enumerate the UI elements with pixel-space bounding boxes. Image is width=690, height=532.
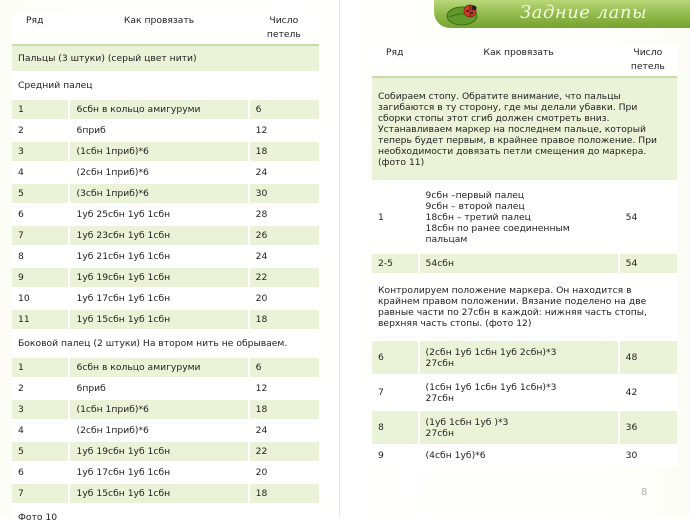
section-text: Средний палец: [12, 72, 319, 99]
table-section-row: [372, 274, 677, 340]
how-to-knit: 1уб 19сбн 1уб 1сбн: [69, 267, 248, 288]
stitch-count: 18: [249, 483, 319, 504]
row-number: 7: [12, 483, 69, 504]
table-row: [372, 181, 677, 253]
table-row: [12, 225, 319, 246]
how-to-knit: 6приб: [69, 378, 248, 399]
row-number: 4: [12, 420, 69, 441]
table-section-row: [12, 504, 319, 531]
table-header-row: [12, 12, 319, 45]
stitch-count: 24: [249, 162, 319, 183]
row-number: 8: [12, 246, 69, 267]
section-text: Боковой палец (2 штуки) На втором нить не обрываем.: [12, 330, 319, 357]
how-to-knit: (2сбн 1приб)*6: [69, 420, 248, 441]
how-to-knit: 9сбн –первый палец 9сбн – второй палец 18сбн – третий палец 18сбн по ранее соединенным пальцам: [419, 181, 619, 253]
stitch-count: 6: [249, 99, 319, 120]
table-section-row: [12, 330, 319, 357]
table-row: [12, 141, 319, 162]
stitch-count: 18: [249, 309, 319, 330]
stitch-count: 18: [249, 141, 319, 162]
header-how-to-knit: Как провязать: [69, 12, 248, 45]
table-row: [12, 246, 319, 267]
how-to-knit: 1уб 17сбн 1уб 1сбн: [69, 288, 248, 309]
how-to-knit: (1уб 1сбн 1уб )*3 27сбн: [419, 410, 619, 445]
stitch-count: 36: [619, 410, 677, 445]
section-text: Пальцы (3 штуки) (серый цвет нити): [12, 45, 319, 72]
stitch-count: 30: [249, 183, 319, 204]
how-to-knit: (2сбн 1приб)*6: [69, 162, 248, 183]
table-row: [12, 378, 319, 399]
table-row: [12, 399, 319, 420]
how-to-knit: (2сбн 1уб 1сбн 1уб 2сбн)*3 27сбн: [419, 340, 619, 375]
table-row: [12, 441, 319, 462]
table-row: [12, 99, 319, 120]
stitch-count: 18: [249, 399, 319, 420]
stitch-count: 12: [249, 378, 319, 399]
row-number: 7: [372, 375, 419, 410]
right-pattern-table: [372, 44, 677, 467]
table-row: [372, 375, 677, 410]
row-number: 6: [372, 340, 419, 375]
stitch-count: 22: [249, 267, 319, 288]
row-number: 4: [12, 162, 69, 183]
how-to-knit: (1сбн 1уб 1сбн 1уб 1сбн)*3 27сбн: [419, 375, 619, 410]
stitch-count: 48: [619, 340, 677, 375]
stitch-count: 26: [249, 225, 319, 246]
stitch-count: 20: [249, 462, 319, 483]
how-to-knit: (4сбн 1уб)*6: [419, 445, 619, 466]
stitch-count: 22: [249, 441, 319, 462]
row-number: 10: [12, 288, 69, 309]
row-number: 1: [12, 357, 69, 378]
row-number: 11: [12, 309, 69, 330]
row-number: 2: [12, 378, 69, 399]
stitch-count: 28: [249, 204, 319, 225]
how-to-knit: 1уб 23сбн 1уб 1сбн: [69, 225, 248, 246]
stitch-count: 54: [619, 181, 677, 253]
table-section-row: [12, 45, 319, 72]
table-row: [12, 267, 319, 288]
ladybug-leaf-icon: [446, 2, 486, 28]
row-number: 5: [12, 441, 69, 462]
stitch-count: 20: [249, 288, 319, 309]
row-number: 9: [372, 445, 419, 466]
row-number: 8: [372, 410, 419, 445]
header-row-number: Ряд: [12, 12, 69, 45]
stitch-count: 42: [619, 375, 677, 410]
header-how-to-knit: Как провязать: [419, 44, 619, 77]
table-header-row: [372, 44, 677, 77]
row-number: 3: [12, 141, 69, 162]
how-to-knit: (1сбн 1приб)*6: [69, 399, 248, 420]
table-row: [12, 420, 319, 441]
how-to-knit: 1уб 25сбн 1уб 1сбн: [69, 204, 248, 225]
table-row: [12, 204, 319, 225]
table-row: [12, 483, 319, 504]
how-to-knit: (3сбн 1приб)*6: [69, 183, 248, 204]
how-to-knit: 6сбн в кольцо амигуруми: [69, 99, 248, 120]
left-pattern-table: [12, 12, 319, 532]
how-to-knit: 54сбн: [419, 253, 619, 274]
how-to-knit: 1уб 15сбн 1уб 1сбн: [69, 309, 248, 330]
stitch-count: 30: [619, 445, 677, 466]
table-row: [12, 357, 319, 378]
table-row: [372, 410, 677, 445]
stitch-count: 24: [249, 246, 319, 267]
how-to-knit: 1уб 17сбн 1уб 1сбн: [69, 462, 248, 483]
section-text: Контролируем положение маркера. Он находится в крайнем правом положении. Вязание поделено на две равные части по 27сбн в каждой: нижняя часть стопы, верхняя часть стопы. (фото 12): [372, 274, 677, 340]
page-number: 8: [641, 487, 648, 498]
header-stitch-count: Число петель: [619, 44, 677, 77]
row-number: 1: [372, 181, 419, 253]
row-number: 5: [12, 183, 69, 204]
table-row: [12, 288, 319, 309]
row-number: 6: [12, 462, 69, 483]
row-number: 9: [12, 267, 69, 288]
how-to-knit: 1уб 15сбн 1уб 1сбн: [69, 483, 248, 504]
row-number: 6: [12, 204, 69, 225]
stitch-count: 24: [249, 420, 319, 441]
header-stitch-count: Число петель: [249, 12, 319, 45]
table-section-row: [372, 77, 677, 181]
row-number: 1: [12, 99, 69, 120]
how-to-knit: 6сбн в кольцо амигуруми: [69, 357, 248, 378]
how-to-knit: 6приб: [69, 120, 248, 141]
table-row: [12, 309, 319, 330]
stitch-count: 12: [249, 120, 319, 141]
how-to-knit: (1сбн 1приб)*6: [69, 141, 248, 162]
section-text: Фото 10: [12, 504, 319, 531]
row-number: 2: [12, 120, 69, 141]
how-to-knit: 1уб 21сбн 1уб 1сбн: [69, 246, 248, 267]
row-number: 2-5: [372, 253, 419, 274]
table-row: [12, 183, 319, 204]
table-row: [12, 462, 319, 483]
table-row: [372, 253, 677, 274]
table-row: [12, 162, 319, 183]
header-row-number: Ряд: [372, 44, 419, 77]
row-number: 3: [12, 399, 69, 420]
how-to-knit: 1уб 19сбн 1уб 1сбн: [69, 441, 248, 462]
row-number: 7: [12, 225, 69, 246]
section-text: Собираем стопу. Обратите внимание, что пальцы загибаются в ту сторону, где мы делали убавки. При сборки стопы этот сгиб должен смотреть вниз. Устанавливаем маркер на последнем пальце, который теперь будет первым, в крайнее правое положение. При необходимости довязать петли смещения до маркера. (фото 11): [372, 77, 677, 181]
stitch-count: 6: [249, 357, 319, 378]
stitch-count: 54: [619, 253, 677, 274]
table-row: [12, 120, 319, 141]
table-row: [372, 445, 677, 466]
page-title: Задние лапы: [520, 2, 648, 23]
page-divider: [339, 0, 340, 517]
table-section-row: [12, 72, 319, 99]
table-row: [372, 340, 677, 375]
